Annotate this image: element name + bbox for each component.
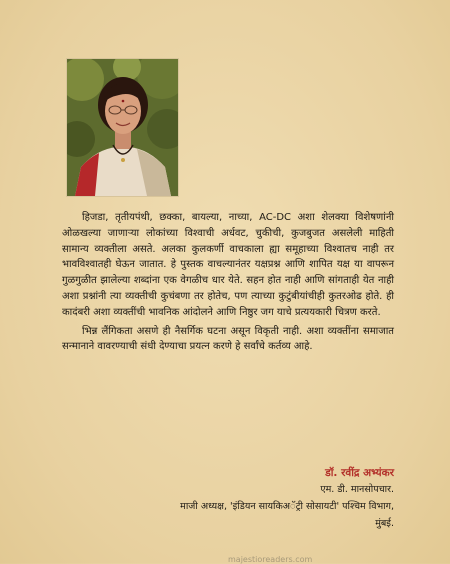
blurb-paragraph-1-text: हिजडा, तृतीयपंथी, छक्का, बायल्या, नाच्या, AC-DC अशा शेलक्या विशेषणांनी ओळखल्या जाणाऱ्या लोकांच्या विश्वाची अर्धवट, चुकीची, कुजबुजत असलेली माहिती सामान्य व्यक्तीला असते. अलका कुलकर्णी वाचकाला ह्या समूहाच्या विश्वातच नाही तर भावविश्वातही घेऊन जातात. हे पुस्तक वाचल्यानंतर यक्षप्रश्न आणि शापित यक्ष या वापरून गुळगुळीत झालेल्या शब्दांना एक वेगळीच धार येते. सहन होत नाही आणि सांगताही येत नाही अशा प्रश्नांनी त्या व्यक्तीची कुचंबणा तर होतेच, पण त्याच्या कुटुंबीयांचीही कुतरओढ होते. ही कादंबरी अशा व्यक्तींची भावनिक आंदोलने आणि निष्ठुर जग याचे प्रत्ययकारी चित्रण करते. — [62, 212, 394, 318]
endorser-position: माजी अध्यक्ष, 'इंडियन सायकिअॅट्री सोसायटी' पश्चिम विभाग, — [180, 501, 394, 512]
footer-url: majestioreaders.com — [228, 555, 313, 564]
endorser-name: डॉ. रवींद्र अभ्यंकर — [325, 467, 394, 479]
endorser-degree: एम. डी. मानसोपचार. — [320, 484, 394, 495]
blurb-paragraph-1 — [62, 210, 394, 321]
blurb-paragraph-2-text: भिन्न लैंगिकता असणे ही नैसर्गिक घटना असून विकृती नाही. अशा व्यक्तींना समाजात सन्मानाने वावरण्याची संधी देण्याचा प्रयत्न करणे हे सर्वांचे कर्तव्य आहे. — [62, 325, 394, 353]
back-cover-blurb — [62, 210, 394, 355]
author-photo — [66, 58, 179, 197]
blurb-paragraph-2 — [62, 324, 394, 356]
endorsement-signature — [150, 465, 394, 532]
author-portrait-image — [67, 59, 178, 196]
endorser-city: मुंबई. — [375, 518, 394, 529]
